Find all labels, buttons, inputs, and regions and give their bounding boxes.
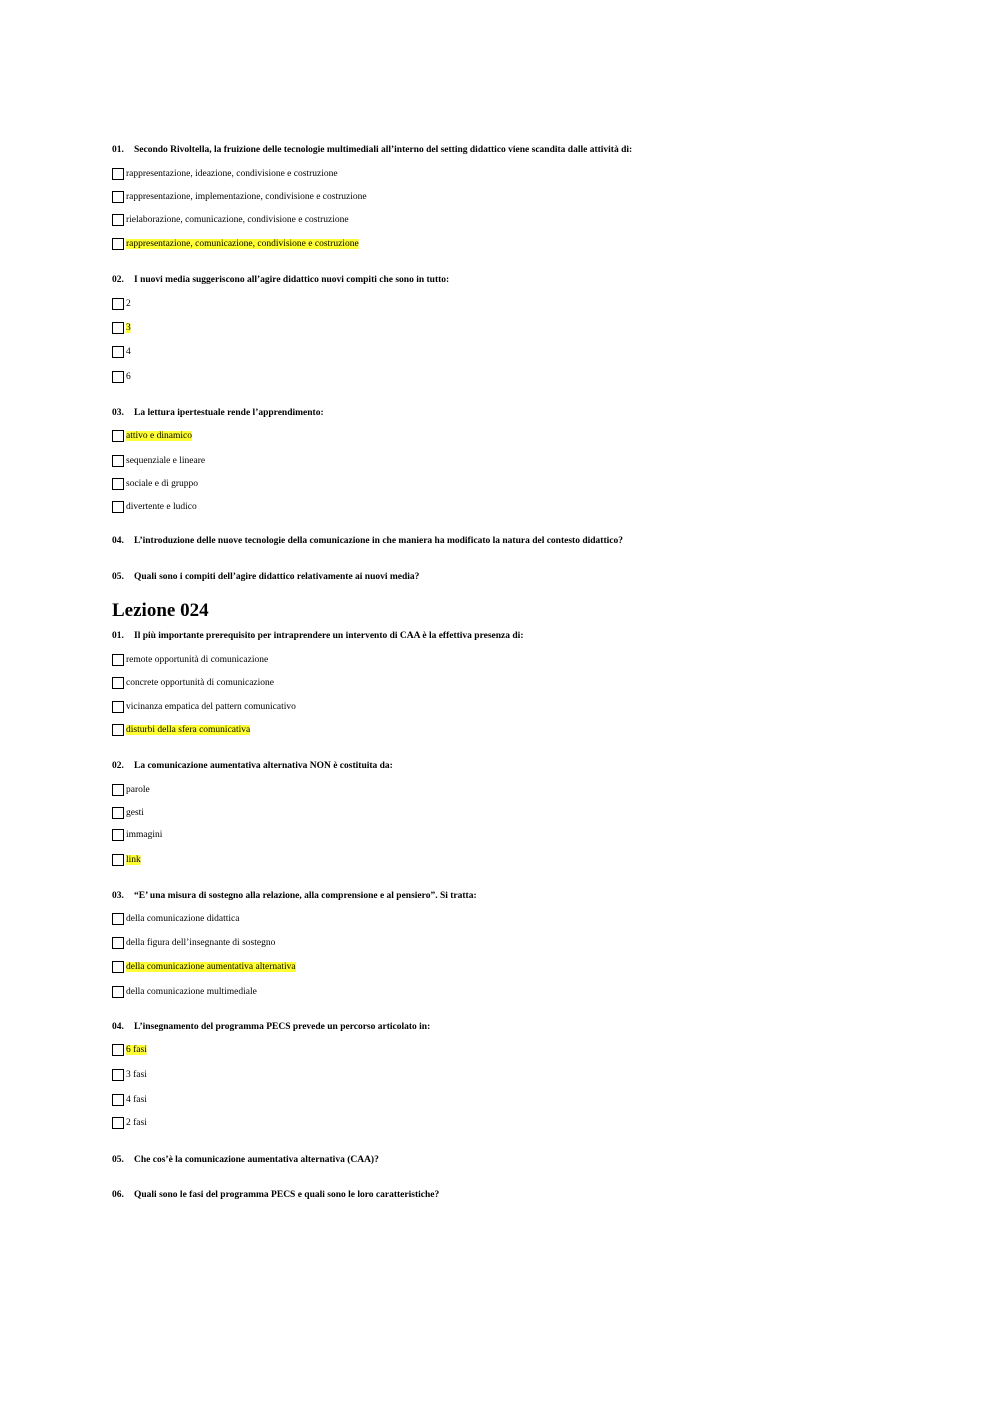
question-2-6 [112, 1190, 439, 1200]
option-text: 6 [126, 372, 131, 382]
option-text: della figura dell’insegnante di sostegno [126, 938, 276, 948]
answer-option[interactable] [112, 723, 250, 737]
option-text-highlighted: link [126, 855, 141, 865]
option-text-highlighted: rappresentazione, comunicazione, condivisione e costruzione [126, 239, 359, 249]
checkbox[interactable] [112, 937, 124, 949]
answer-option[interactable] [112, 454, 205, 468]
option-text: 4 [126, 347, 131, 357]
option-text: rappresentazione, ideazione, condivisione e costruzione [126, 169, 338, 179]
question-2-5 [112, 1155, 379, 1165]
question-number: 02. [112, 275, 124, 285]
question-number: 03. [112, 891, 124, 901]
question-number: 04. [112, 1022, 124, 1032]
checkbox[interactable] [112, 654, 124, 666]
answer-option[interactable] [112, 676, 274, 690]
answer-option[interactable] [112, 985, 257, 999]
option-text-highlighted: disturbi della sfera comunicativa [126, 725, 251, 735]
answer-option[interactable] [112, 370, 131, 384]
question-text: Secondo Rivoltella, la fruizione delle tecnologie multimediali all’interno del setting didattico viene scandita dalle attività di: [134, 145, 633, 155]
checkbox[interactable] [112, 322, 124, 334]
question-2-3 [112, 891, 477, 901]
answer-option[interactable] [112, 429, 192, 443]
question-1-1 [112, 145, 632, 155]
answer-option[interactable] [112, 237, 359, 251]
checkbox[interactable] [112, 1117, 124, 1129]
question-number: 04. [112, 536, 124, 546]
option-text: della comunicazione multimediale [126, 987, 257, 997]
answer-option[interactable] [112, 853, 141, 867]
answer-option[interactable] [112, 500, 197, 514]
checkbox[interactable] [112, 1094, 124, 1106]
checkbox[interactable] [112, 455, 124, 467]
question-1-3 [112, 408, 324, 418]
question-1-4 [112, 536, 623, 546]
option-text-highlighted: attivo e dinamico [126, 431, 192, 441]
option-text: rielaborazione, comunicazione, condivisione e costruzione [126, 215, 349, 225]
checkbox[interactable] [112, 854, 124, 866]
answer-option[interactable] [112, 936, 275, 950]
question-text: I nuovi media suggeriscono all’agire didattico nuovi compiti che sono in tutto: [134, 275, 450, 285]
answer-option[interactable] [112, 960, 296, 974]
checkbox[interactable] [112, 1069, 124, 1081]
question-text: La lettura ipertestuale rende l’apprendimento: [134, 408, 324, 418]
question-2-2 [112, 761, 393, 771]
option-text: sociale e di gruppo [126, 479, 199, 489]
answer-option[interactable] [112, 1116, 147, 1130]
option-text: sequenziale e lineare [126, 456, 206, 466]
checkbox[interactable] [112, 701, 124, 713]
question-text: Quali sono le fasi del programma PECS e quali sono le loro caratteristiche? [134, 1190, 440, 1200]
answer-option[interactable] [112, 700, 296, 714]
checkbox[interactable] [112, 986, 124, 998]
question-text: “E’ una misura di sostegno alla relazione, alla comprensione e al pensiero”. Si tratta: [134, 891, 477, 901]
question-number: 03. [112, 408, 124, 418]
question-number: 01. [112, 631, 124, 641]
question-number: 05. [112, 1155, 124, 1165]
checkbox[interactable] [112, 478, 124, 490]
checkbox[interactable] [112, 807, 124, 819]
checkbox[interactable] [112, 214, 124, 226]
checkbox[interactable] [112, 829, 124, 841]
answer-option[interactable] [112, 1093, 147, 1107]
question-text: Il più importante prerequisito per intraprendere un intervento di CAA è la effettiva presenza di: [134, 631, 524, 641]
option-text: concrete opportunità di comunicazione [126, 678, 274, 688]
option-text: rappresentazione, implementazione, condivisione e costruzione [126, 192, 367, 202]
question-1-5 [112, 572, 419, 582]
checkbox[interactable] [112, 913, 124, 925]
option-text: gesti [126, 808, 144, 818]
answer-option[interactable] [112, 1068, 147, 1082]
answer-option[interactable] [112, 297, 131, 311]
option-text: divertente e ludico [126, 502, 197, 512]
checkbox[interactable] [112, 371, 124, 383]
checkbox[interactable] [112, 430, 124, 442]
option-text: 3 fasi [126, 1070, 147, 1080]
option-text: della comunicazione didattica [126, 914, 240, 924]
question-number: 02. [112, 761, 124, 771]
option-text: 2 [126, 299, 131, 309]
checkbox[interactable] [112, 677, 124, 689]
question-text: L’insegnamento del programma PECS prevede un percorso articolato in: [134, 1022, 431, 1032]
option-text: vicinanza empatica del pattern comunicativo [126, 702, 296, 712]
checkbox[interactable] [112, 168, 124, 180]
checkbox[interactable] [112, 191, 124, 203]
checkbox[interactable] [112, 1044, 124, 1056]
question-number: 06. [112, 1190, 124, 1200]
checkbox[interactable] [112, 501, 124, 513]
answer-option[interactable] [112, 345, 131, 359]
checkbox[interactable] [112, 784, 124, 796]
option-text: parole [126, 785, 150, 795]
answer-option[interactable] [112, 167, 338, 181]
option-text: immagini [126, 830, 163, 840]
checkbox[interactable] [112, 961, 124, 973]
answer-option[interactable] [112, 190, 367, 204]
question-text: Che cos’è la comunicazione aumentativa alternativa (CAA)? [134, 1155, 379, 1165]
checkbox[interactable] [112, 238, 124, 250]
question-number: 01. [112, 145, 124, 155]
question-1-2 [112, 275, 449, 285]
answer-option[interactable] [112, 912, 239, 926]
option-text-highlighted: 6 fasi [126, 1045, 147, 1055]
checkbox[interactable] [112, 298, 124, 310]
option-text: 2 fasi [126, 1118, 147, 1128]
question-text: L’introduzione delle nuove tecnologie della comunicazione in che maniera ha modificato la natura del contesto didattico? [134, 536, 623, 546]
answer-option[interactable] [112, 783, 150, 797]
question-2-1 [112, 631, 523, 641]
option-text: remote opportunità di comunicazione [126, 655, 269, 665]
checkbox[interactable] [112, 346, 124, 358]
answer-option[interactable] [112, 806, 144, 820]
answer-option[interactable] [112, 1043, 147, 1057]
answer-option[interactable] [112, 477, 198, 491]
lesson-heading: Lezione 024 [112, 600, 209, 621]
answer-option[interactable] [112, 213, 349, 227]
question-text: La comunicazione aumentativa alternativa NON è costituita da: [134, 761, 393, 771]
option-text: 4 fasi [126, 1095, 147, 1105]
answer-option[interactable] [112, 321, 131, 335]
option-text-highlighted: della comunicazione aumentativa alternativa [126, 962, 296, 972]
question-2-4 [112, 1022, 430, 1032]
checkbox[interactable] [112, 724, 124, 736]
question-number: 05. [112, 572, 124, 582]
question-text: Quali sono i compiti dell’agire didattico relativamente ai nuovi media? [134, 572, 420, 582]
answer-option[interactable] [112, 653, 268, 667]
option-text-highlighted: 3 [126, 323, 131, 333]
answer-option[interactable] [112, 828, 162, 842]
